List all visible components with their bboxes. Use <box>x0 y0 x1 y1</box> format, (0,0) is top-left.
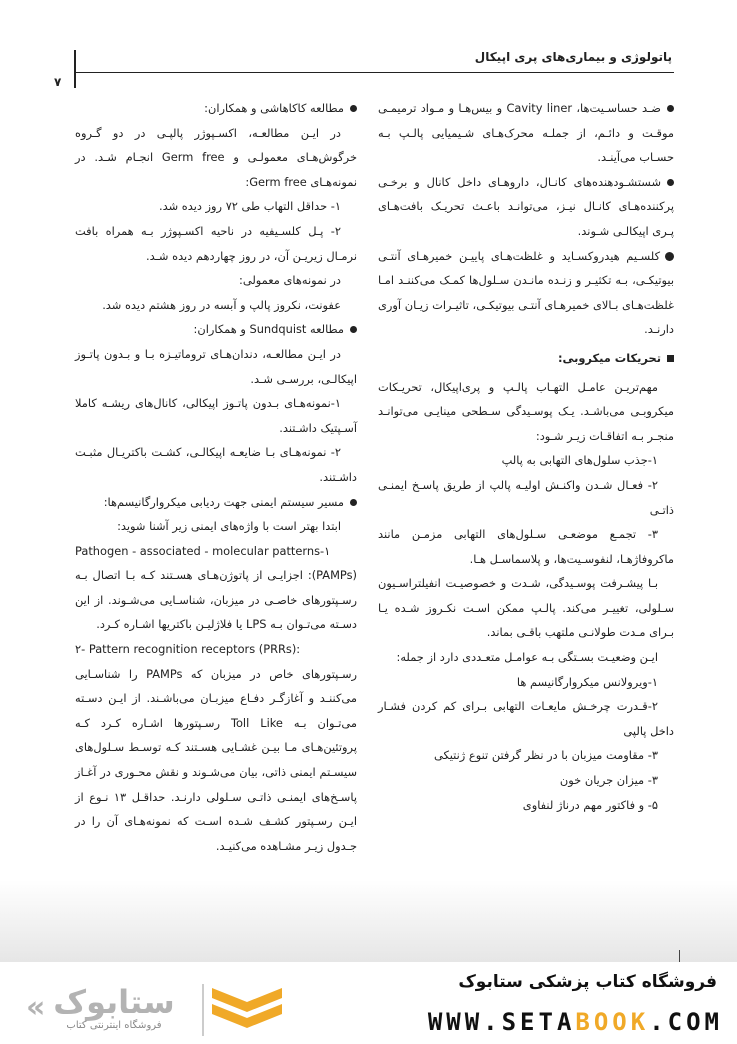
term-line: ۲- Pattern recognition receptors (PRRs): <box>75 642 301 657</box>
paragraph: بـا پیشـرفت پوسـیدگی، شـدت و خصوصیـت انفیلتراسـیون سـلولی، تغییـر می‌کند. پالـپ ممکن اسـت نکـروز شـده یـا بـرای مـدت طولانـی ملتهب باقـی بماند. <box>378 576 674 640</box>
logo-wordmark: ستابوک <box>53 983 175 1021</box>
header-horizontal-rule <box>74 72 674 73</box>
paragraph: ایـن وضعیـت بسـتگی بـه عوامـل متعـددی دارد از جمله: <box>396 650 658 665</box>
smiley-bullet-icon <box>665 252 674 261</box>
book-logo-icon <box>210 984 284 1040</box>
paragraph: ابتدا بهتر است با واژه‌های ایمنی زیر آشنا شوید: <box>117 519 341 534</box>
list-item: ۲- نمونه‌هـای بـا ضایعـه اپیکالـی، کشـت باکتریـال مثبـت داشـتند. <box>75 445 357 484</box>
bullet-icon <box>350 326 357 333</box>
bullet-icon <box>350 499 357 506</box>
left-column <box>75 96 357 858</box>
page-header <box>52 50 672 88</box>
paragraph: رسـپتورهای خاص در میزبان که PAMPs را شناسـایی می‌کننـد و آغازگـر دفـاع میزبـان می‌باشـند. از ایـن دسـته می‌تـوان بـه Toll Like رسـپتورها اشـاره کـرد کـه پروتئین‌هـای مـا بیـن غشـایی هسـتند کـه توسـط سـلول‌های سیسـتم ایمنی ذاتی، بیان می‌شـوند و نقش محـوری در آغـاز پاسـخ‌های ایمنـی ذاتـی سـلولی دارنـد. حداقـل ۱۳ نـوع از ایـن رسـپتور کشـف شـده اسـت که نمونه‌هـای آن را در جـدول زیـر مشـاهده می‌کنیـد. <box>75 666 357 853</box>
section-heading: تحریکات میکروبی: <box>378 346 674 371</box>
list-item: ۱-جذب سلول‌های التهابی به پالپ <box>501 453 658 468</box>
store-name: فروشگاه کتاب پزشکی ستابوک <box>458 972 717 992</box>
paragraph: در نمونه‌های معمولی: <box>239 273 341 288</box>
url-suffix: .COM <box>649 1008 723 1036</box>
list-item: ۱-نمونه‌هـای بـدون پاتـوز اپیکالی، کانال‌های ریشـه کاملا آسـپتیک داشـتند. <box>75 396 357 435</box>
url-accent: BOOK <box>575 1008 650 1036</box>
list-item: ۳- تجمـع موضعـی سـلول‌های التهابی مزمـن مانند ماکروفاژهـا، لنفوسـیت‌ها، و پلاسماسـل هـا. <box>378 527 674 566</box>
bullet-paragraph: مطالعه کاکاهاشی و همکاران: <box>75 96 357 121</box>
bullet-icon <box>667 105 674 112</box>
logo-subtitle: فروشگاه اینترنتی کتاب <box>66 1020 162 1031</box>
url-prefix: WWW.SETA <box>427 1008 576 1036</box>
paragraph: عفونت، نکروز پالپ و آبسه در روز هشتم دیده شد. <box>102 297 341 312</box>
list-item: ۵- و فاکتور مهم درناژ لنفاوی <box>522 797 658 812</box>
list-item: ۳- میزان جریان خون <box>559 773 658 788</box>
list-item: ۱- حداقل التهاب طی ۷۲ روز دیده شد. <box>158 199 341 214</box>
bullet-paragraph: کلسـیم هیدروکسـاید و غلظت‌هـای پاییـن خمیرهـای آنتـی بیوتیکـی، بـه تکثیـر و زنـده مانـدن سـلول‌ها کمـک می‌کننـد امـا غلظت‌هـای بـالای خمیرهـای آنتـی بیوتیکـی، تاثیـرات زیـان آوری دارنـد. <box>378 248 674 337</box>
store-logo <box>26 983 194 1031</box>
bullet-paragraph: مطالعه Sundquist و همکاران: <box>75 317 357 342</box>
paragraph: در ایـن مطالعـه، اکسـپوژر پالپـی در دو گـروه خرگوش‌هـای معمولـی و Germ free انجـام شـد. در نمونه‌هـای Germ free: <box>75 125 357 189</box>
list-item: ۳- مقاومت میزبان با در نظر گرفتن تنوع ژنتیکی <box>433 748 658 763</box>
list-item: ۱-ویرولانس میکروارگانیسم ها <box>516 674 658 689</box>
page-number: ۷ <box>54 75 62 89</box>
bullet-paragraph: ضـد حساسـیت‌ها، Cavity liner و بیس‌هـا و مـواد ترمیمـی موقـت و دائـم، از جملـه محرک‌هـای شـیمیایی پالـپ بـه حسـاب می‌آینـد. <box>378 101 674 165</box>
term-line: Pathogen - associated - molecular patterns-۱ <box>75 543 331 558</box>
footer-divider <box>202 984 204 1036</box>
right-column <box>378 96 674 817</box>
double-chevron-icon: « <box>26 990 46 1025</box>
paragraph: مهم‌تریـن عامـل التهـاب پالـپ و پری‌اپیکال، تحریـکات میکروبـی می‌باشـد. یـک پوسـیدگی سـطحی مینایـی می‌توانـد منجـر بـه اتفاقـات زیـر شـود: <box>378 379 674 443</box>
paragraph: (PAMPs): اجزایـی از پاتوژن‌هـای هسـتند کـه بـا اتصال بـه رسـپتورهای خاصـی در میزبان، شناسـایی می‌شـوند. از این دسـته می‌تـوان بـه LPS یا فلاژلیـن باکتریها اشـاره کـرد. <box>75 568 357 632</box>
bottom-fade <box>0 880 737 962</box>
text-cursor-mark <box>679 950 680 962</box>
header-vertical-rule <box>74 50 76 88</box>
bullet-paragraph: شستشـودهنده‌های کانـال، داروهـای داخل کانال و برخـی پرکننده‌هـای کانـال نیـز، می‌توانـد باعـث تحریـک بافت‌هـای پـری اپیکالـی شـوند. <box>378 174 674 238</box>
square-bullet-icon <box>667 355 674 362</box>
bullet-icon <box>350 105 357 112</box>
list-item: ۲- پـل کلسـیفیه در ناحیه اکسـپوژر بـه همراه بافت نرمـال زیریـن آن، در روز چهاردهم دیده شـد. <box>75 223 357 263</box>
bullet-icon <box>667 179 674 186</box>
running-header-title: پاتولوژی و بیماری‌های پری اپیکال <box>474 50 672 64</box>
list-item: ۲- فعـال شـدن واکنـش اولیـه پالپ از طریق پاسـخ ایمنـی ذاتـی <box>378 477 674 517</box>
paragraph: در ایـن مطالعـه، دندان‌هـای تروماتیـزه بـا و بـدون پاتـوز اپیکالـی، بررسـی شـد. <box>75 346 357 386</box>
store-footer <box>0 962 737 1044</box>
store-url[interactable] <box>428 1008 723 1036</box>
bullet-paragraph: مسیر سیستم ایمنی جهت ردیابی میکروارگانیسم‌ها: <box>75 490 357 515</box>
list-item: ۲-قـدرت چرخـش مایعـات التهابی بـرای کم کردن فشـار داخل پالپی <box>378 699 674 738</box>
